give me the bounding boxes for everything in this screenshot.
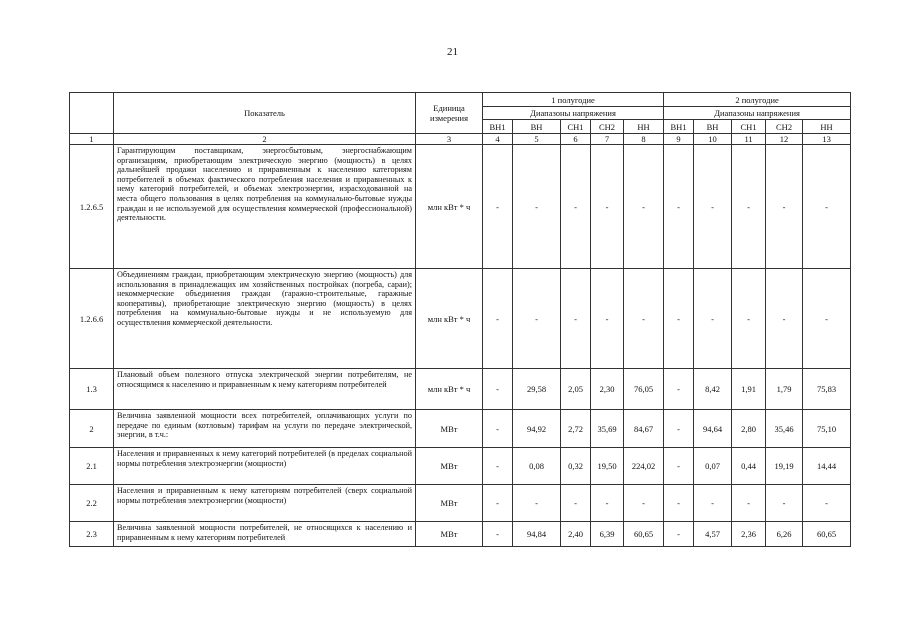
level-header: ВН1 [664,120,694,134]
column-number: 4 [483,134,513,145]
value-cell: 6,26 [766,522,803,547]
value-cell: - [483,369,513,410]
value-cell: - [664,269,694,369]
column-number: 9 [664,134,694,145]
table-row [70,145,851,269]
column-number: 5 [513,134,561,145]
value-cell: - [803,485,851,522]
row-code: 1.2.6.6 [70,269,114,369]
value-cell: - [591,269,624,369]
value-cell: 14,44 [803,448,851,485]
value-cell: - [664,410,694,448]
row-description: Величина заявленной мощности всех потребителей, оплачивающих услуги по передаче по единым (котловым) тарифам на услуги по передаче электрической, энергии, в т.ч.: [114,410,416,448]
value-cell: - [624,269,664,369]
row-unit: млн кВт * ч [416,145,483,269]
row-unit: МВт [416,522,483,547]
value-cell: - [732,145,766,269]
table-row [70,448,851,485]
value-cell: - [664,522,694,547]
row-code: 2.3 [70,522,114,547]
value-cell: 75,10 [803,410,851,448]
page-number: 21 [447,46,458,58]
header-ranges-1: Диапазоны напряжения [483,107,664,120]
level-header: ВН [513,120,561,134]
value-cell: 0,07 [694,448,732,485]
tariff-table [69,92,851,547]
header-indicator: Показатель [114,93,416,134]
value-cell: 35,46 [766,410,803,448]
value-cell: 19,19 [766,448,803,485]
header-unit: Единица измерения [416,93,483,134]
row-code: 1.2.6.5 [70,145,114,269]
row-description: Населения и приравненных к нему категорий потребителей (в пределах социальной нормы потребления электроэнергии (мощности) [114,448,416,485]
value-cell: - [803,145,851,269]
value-cell: - [766,485,803,522]
value-cell: - [694,269,732,369]
row-description: Объединениям граждан, приобретающим электрическую энергию (мощность) для использования в принадлежащих им хозяйственных постройках (погреба, сараи); некоммерческие объединения граждан (гаражно-строительные, гаражные кооперативы), приобретающие электрическую энергию (мощность) в целях потребления на коммунально-бытовые нужды и не используемую для осуществления коммерческой деятельности. [114,269,416,369]
value-cell: 60,65 [624,522,664,547]
header-ranges-2: Диапазоны напряжения [664,107,851,120]
value-cell: - [624,145,664,269]
column-number: 8 [624,134,664,145]
row-unit: млн кВт * ч [416,369,483,410]
value-cell: 75,83 [803,369,851,410]
value-cell: - [483,522,513,547]
column-number: 6 [561,134,591,145]
value-cell: - [483,485,513,522]
column-number: 7 [591,134,624,145]
value-cell: - [483,269,513,369]
column-number: 13 [803,134,851,145]
column-number: 2 [114,134,416,145]
value-cell: 94,64 [694,410,732,448]
row-code: 2 [70,410,114,448]
row-code: 2.2 [70,485,114,522]
value-cell: - [732,269,766,369]
level-header: НН [803,120,851,134]
value-cell: - [513,145,561,269]
value-cell: - [664,145,694,269]
value-cell: 84,67 [624,410,664,448]
value-cell: 1,79 [766,369,803,410]
value-cell: - [591,145,624,269]
column-number: 12 [766,134,803,145]
value-cell: 76,05 [624,369,664,410]
level-header: НН [624,120,664,134]
value-cell: - [732,485,766,522]
value-cell: - [591,485,624,522]
value-cell: 2,72 [561,410,591,448]
table-row [70,522,851,547]
value-cell: - [483,410,513,448]
row-unit: МВт [416,485,483,522]
value-cell: 2,80 [732,410,766,448]
value-cell: - [483,448,513,485]
value-cell: 2,05 [561,369,591,410]
value-cell: - [561,485,591,522]
value-cell: 60,65 [803,522,851,547]
level-header: СН1 [732,120,766,134]
value-cell: - [664,369,694,410]
value-cell: 35,69 [591,410,624,448]
value-cell: - [624,485,664,522]
row-unit: млн кВт * ч [416,269,483,369]
row-unit: МВт [416,410,483,448]
header-half2: 2 полугодие [664,93,851,107]
row-description: Населения и приравненным к нему категориям потребителей (сверх социальной нормы потребления электроэнергии (мощности) [114,485,416,522]
row-code: 2.1 [70,448,114,485]
table-row [70,410,851,448]
column-number: 1 [70,134,114,145]
value-cell: - [803,269,851,369]
value-cell: - [664,448,694,485]
value-cell: 94,92 [513,410,561,448]
table-row [70,269,851,369]
value-cell: 94,84 [513,522,561,547]
value-cell: 0,08 [513,448,561,485]
row-description: Плановый объем полезного отпуска электрической энергии потребителям, не относящимся к населению и приравненным к нему категориям потребителей [114,369,416,410]
value-cell: - [513,269,561,369]
row-unit: МВт [416,448,483,485]
table-row [70,485,851,522]
value-cell: 0,32 [561,448,591,485]
row-description: Гарантирующим поставщикам, энергосбытовым, энергоснабжающим организациям, приобретающим электрическую энергию (мощность) в целях дальнейшей продажи населению и приравненным к населению категориям потребителей в объемах фактического потребления населения и приравненных к нему категорий потребителей, и объемах электроэнергии, израсходованной на места общего пользования в целях потребления на коммунально-бытовые нужды граждан и не используемой для осуществления коммерческой (профессиональной) деятельности. [114,145,416,269]
value-cell: - [694,485,732,522]
value-cell: 29,58 [513,369,561,410]
value-cell: - [664,485,694,522]
value-cell: 8,42 [694,369,732,410]
value-cell: 19,50 [591,448,624,485]
column-number: 10 [694,134,732,145]
value-cell: 0,44 [732,448,766,485]
value-cell: 2,30 [591,369,624,410]
level-header: СН2 [591,120,624,134]
value-cell: - [561,145,591,269]
value-cell: - [766,145,803,269]
table-row [70,369,851,410]
level-header: ВН1 [483,120,513,134]
value-cell: 2,36 [732,522,766,547]
value-cell: - [561,269,591,369]
value-cell: 6,39 [591,522,624,547]
value-cell: - [513,485,561,522]
column-number-row [70,134,851,145]
column-number: 11 [732,134,766,145]
value-cell: 1,91 [732,369,766,410]
level-header: СН2 [766,120,803,134]
value-cell: 4,57 [694,522,732,547]
value-cell: - [483,145,513,269]
header-half1: 1 полугодие [483,93,664,107]
value-cell: - [766,269,803,369]
column-number: 3 [416,134,483,145]
header-blank [70,93,114,134]
value-cell: - [694,145,732,269]
row-description: Величина заявленной мощности потребителей, не относящихся к населению и приравненным к нему категориям потребителей [114,522,416,547]
level-header: ВН [694,120,732,134]
level-header: СН1 [561,120,591,134]
row-code: 1.3 [70,369,114,410]
value-cell: 2,40 [561,522,591,547]
value-cell: 224,02 [624,448,664,485]
